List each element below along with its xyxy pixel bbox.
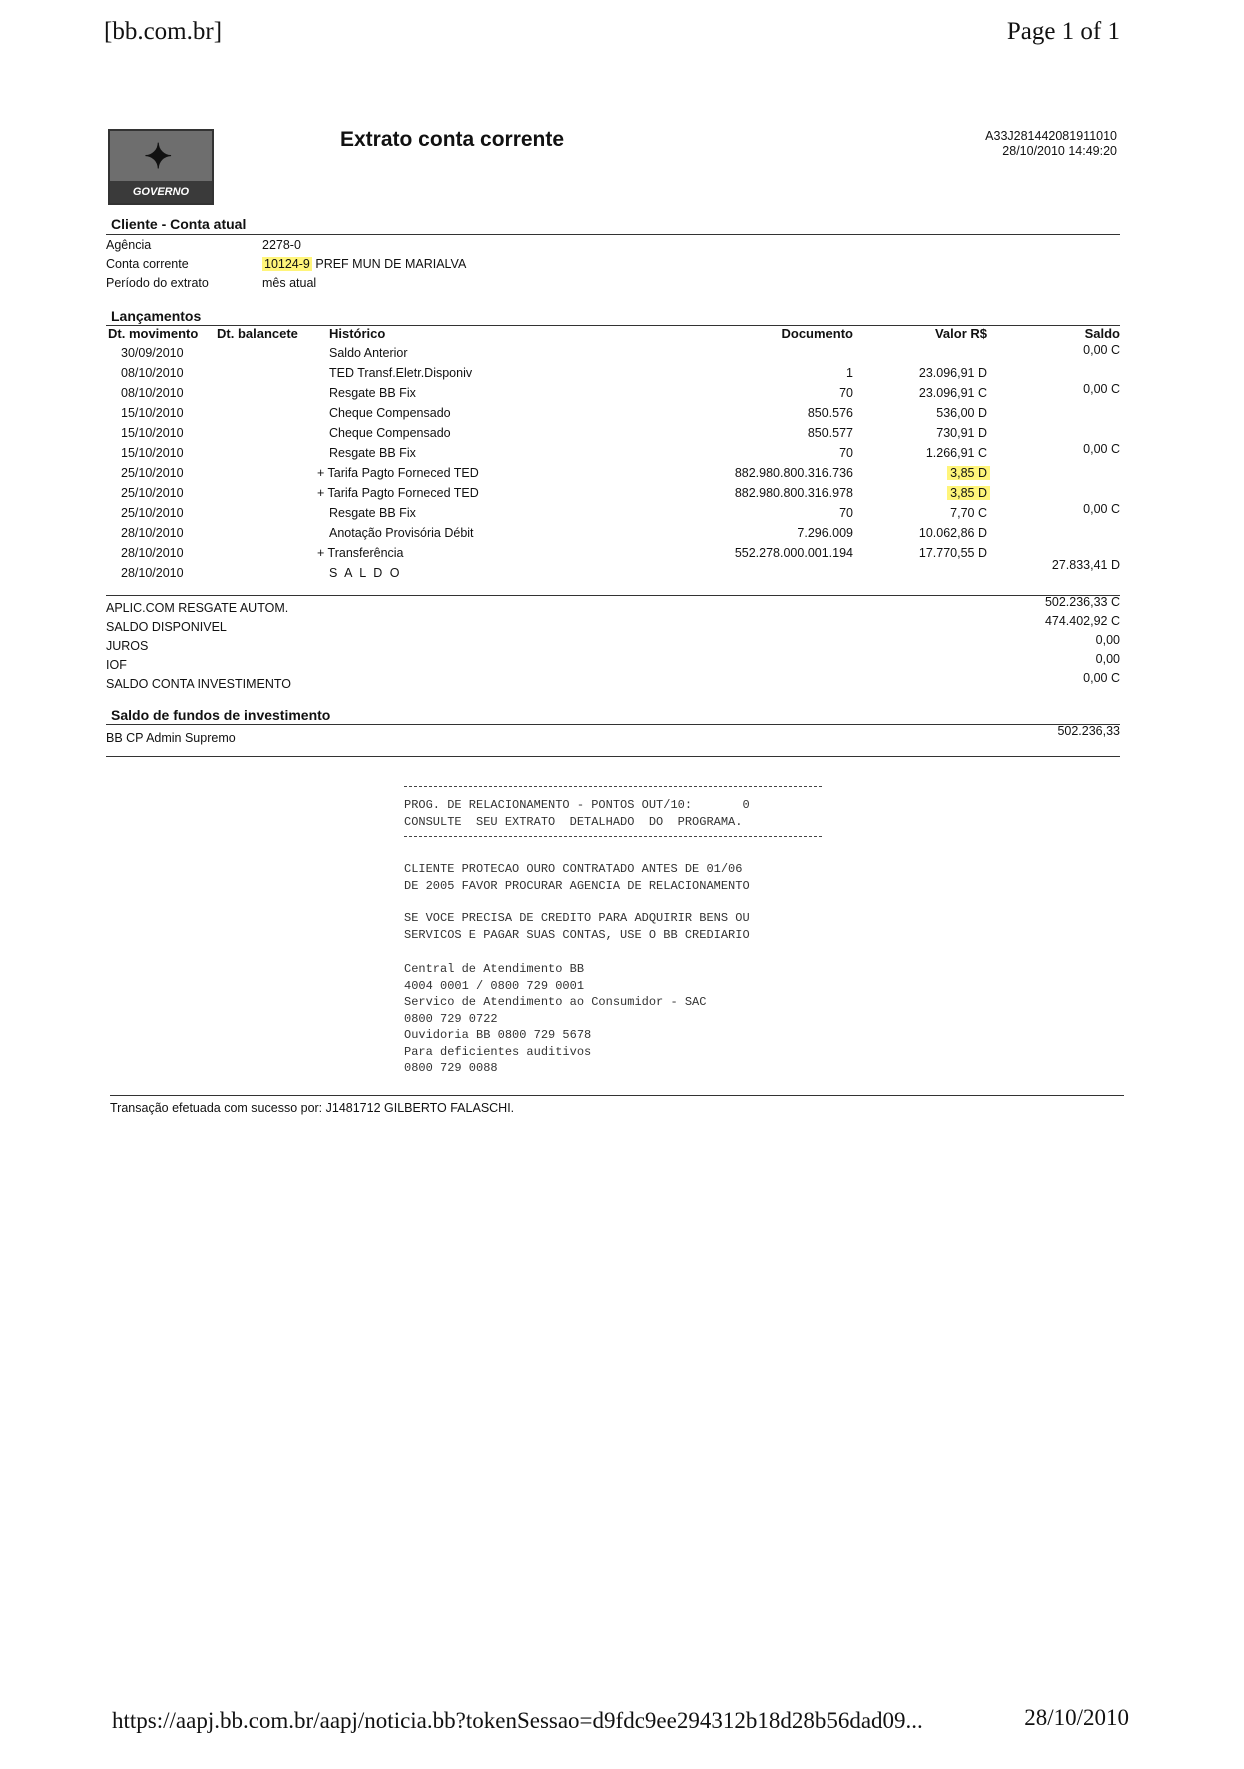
divider [110,1095,1124,1096]
row-valor: 17.770,55 D [918,546,987,560]
row-date: 08/10/2010 [121,366,184,380]
period-label: Período do extrato [106,276,209,290]
divider [106,234,1120,235]
row-historico: Resgate BB Fix [329,386,416,400]
row-valor: 7,70 C [950,506,987,520]
account-number: 10124-9 [264,257,310,271]
summary-value: 0,00 C [1083,671,1120,685]
reference-timestamp: 28/10/2010 14:49:20 [1002,144,1117,158]
row-historico: + Transferência [317,546,404,560]
fund-name: BB CP Admin Supremo [106,731,236,745]
row-date: 15/10/2010 [121,446,184,460]
row-date: 25/10/2010 [121,506,184,520]
col-header-historico: Histórico [329,326,386,341]
row-documento: 70 [839,386,853,400]
row-valor: 3,85 D [947,486,990,500]
row-historico: S A L D O [329,566,402,580]
account-label: Conta corrente [106,257,189,271]
account-holder: PREF MUN DE MARIALVA [315,257,467,271]
row-valor: 23.096,91 C [918,386,987,400]
row-documento: 1 [846,366,853,380]
program-message: PROG. DE RELACIONAMENTO - PONTOS OUT/10: 0 CONSULTE SEU EXTRATO DETALHADO DO PROGRAMA. [404,798,750,829]
protection-message: CLIENTE PROTECAO OURO CONTRATADO ANTES DE 01/06 DE 2005 FAVOR PROCURAR AGENCIA DE RELACIONAMENTO [404,862,750,893]
row-valor: 10.062,86 D [918,526,987,540]
row-documento: 552.278.000.001.194 [734,546,853,560]
row-date: 28/10/2010 [121,566,184,580]
row-date: 25/10/2010 [121,486,184,500]
contacts-message: Central de Atendimento BB 4004 0001 / 0800 729 0001 Servico de Atendimento ao Consumidor - SAC 0800 729 0722 Ouvidoria BB 0800 729 5678 Para deficientes auditivos 0800 729 0088 [404,962,707,1075]
row-saldo: 0,00 C [1083,343,1120,357]
row-valor: 536,00 D [936,406,987,420]
fund-value: 502.236,33 [1057,724,1120,738]
page-indicator: Page 1 of 1 [1006,18,1120,45]
row-documento: 7.296.009 [797,526,853,540]
row-saldo: 0,00 C [1083,382,1120,396]
row-valor: 730,91 D [936,426,987,440]
row-historico: Cheque Compensado [329,426,451,440]
summary-label: JUROS [106,639,149,653]
row-valor: 1.266,91 C [925,446,987,460]
logo-caption: GOVERNO [110,181,212,203]
row-date: 28/10/2010 [121,546,184,560]
agency-value: 2278-0 [262,238,301,252]
row-documento: 70 [839,446,853,460]
client-section-title: Cliente - Conta atual [111,216,247,232]
agency-label: Agência [106,238,152,252]
row-historico: Anotação Provisória Débit [329,526,474,540]
summary-value: 502.236,33 C [1044,595,1120,609]
col-header-saldo: Saldo [1084,326,1120,341]
row-saldo: 0,00 C [1083,502,1120,516]
bb-logo [108,129,214,205]
reference [985,129,1117,159]
row-documento: 850.577 [807,426,853,440]
summary-label: IOF [106,658,127,672]
summary-label: APLIC.COM RESGATE AUTOM. [106,601,289,615]
row-date: 15/10/2010 [121,406,184,420]
row-historico: Resgate BB Fix [329,506,416,520]
row-historico: + Tarifa Pagto Forneced TED [317,466,479,480]
summary-value: 474.402,92 C [1044,614,1120,628]
col-header-valor: Valor R$ [934,326,987,341]
credit-message: SE VOCE PRECISA DE CREDITO PARA ADQUIRIR BENS OU SERVICOS E PAGAR SUAS CONTAS, USE O BB CREDIARIO [404,911,750,942]
row-saldo: 0,00 C [1083,442,1120,456]
row-historico: Resgate BB Fix [329,446,416,460]
row-date: 15/10/2010 [121,426,184,440]
row-date: 08/10/2010 [121,386,184,400]
row-historico: Saldo Anterior [329,346,408,360]
funds-section-title: Saldo de fundos de investimento [111,707,331,723]
col-header-dt-balancete: Dt. balancete [217,326,298,341]
row-historico: Cheque Compensado [329,406,451,420]
divider [106,595,1120,596]
row-historico: + Tarifa Pagto Forneced TED [317,486,479,500]
period-value: mês atual [262,276,317,290]
row-documento: 882.980.800.316.978 [734,486,853,500]
divider [106,724,1120,725]
print-date: 28/10/2010 [1024,1705,1129,1730]
reference-code: A33J281442081911010 [985,129,1117,143]
summary-value: 0,00 [1095,633,1120,647]
row-date: 28/10/2010 [121,526,184,540]
col-header-dt-movimento: Dt. movimento [108,326,199,341]
row-valor: 3,85 D [947,466,990,480]
row-documento: 850.576 [807,406,853,420]
col-header-documento: Documento [781,326,853,341]
summary-value: 0,00 [1095,652,1120,666]
row-documento: 882.980.800.316.736 [734,466,853,480]
divider [106,756,1120,757]
page-title: Extrato conta corrente [340,128,565,151]
summary-label: SALDO DISPONIVEL [106,620,227,634]
row-documento: 70 [839,506,853,520]
site-name: [bb.com.br] [104,18,223,45]
row-historico: TED Transf.Eletr.Disponiv [329,366,473,380]
row-saldo: 27.833,41 D [1051,558,1120,572]
entries-section-title: Lançamentos [111,308,202,324]
row-date: 30/09/2010 [121,346,184,360]
dashed-divider [404,836,822,837]
account-info [262,257,466,271]
summary-label: SALDO CONTA INVESTIMENTO [106,677,291,691]
bb-logo-icon: ✦ [144,138,173,176]
page-url: https://aapj.bb.com.br/aapj/noticia.bb?tokenSessao=d9fdc9ee294312b18d28b56dad09... [112,1708,923,1733]
dashed-divider [404,786,822,787]
row-date: 25/10/2010 [121,466,184,480]
transaction-footer: Transação efetuada com sucesso por: J1481712 GILBERTO FALASCHI. [110,1101,515,1115]
row-valor: 23.096,91 D [918,366,987,380]
